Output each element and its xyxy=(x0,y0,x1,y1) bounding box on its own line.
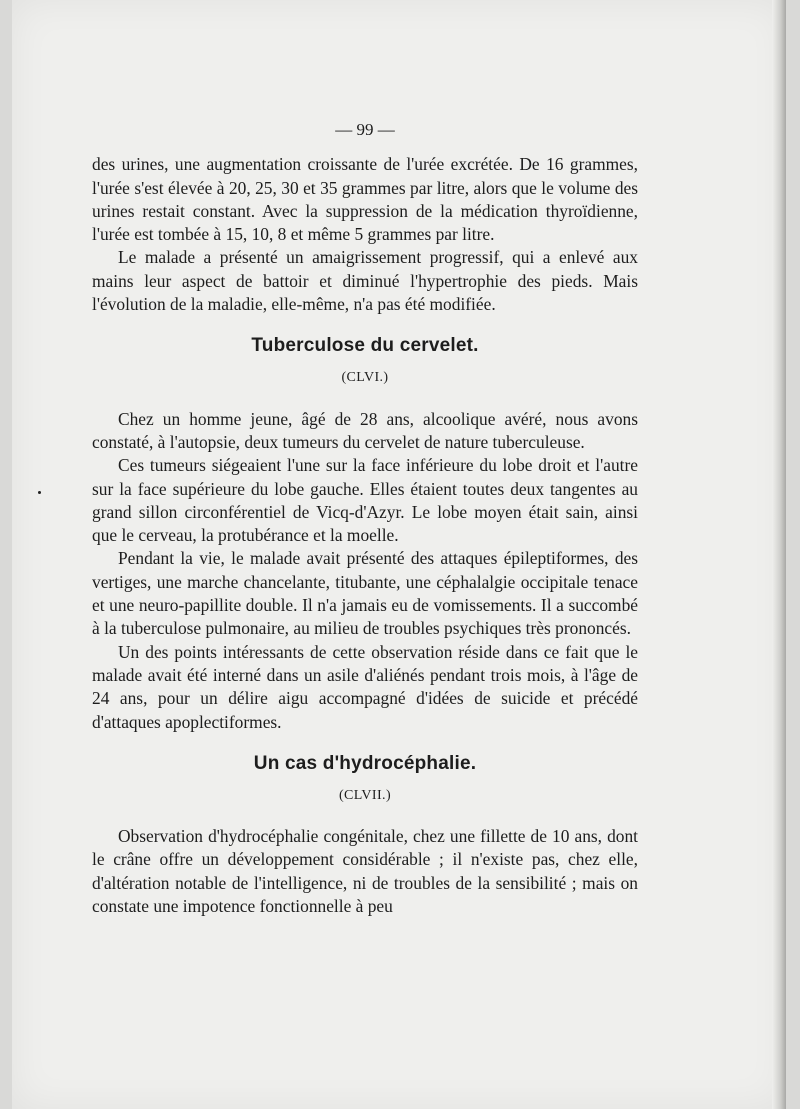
page-number: — 99 — xyxy=(335,120,395,139)
section-1-paragraph-2: Ces tumeurs siégeaient l'une sur la face inférieure du lobe droit et l'autre sur la face supérieure du lobe gauche. Elles étaient toutes deux tangentes au grand sillon circonférentiel de Vicq-d'Azyr. Le lobe moyen était sain, ainsi que le cerveau, la protubérance et la moelle. xyxy=(92,455,638,546)
section-title-tuberculose: Tuberculose du cervelet. xyxy=(251,335,479,357)
scan-speck xyxy=(38,491,41,494)
section-1-paragraph-4: Un des points intéressants de cette observation réside dans ce fait que le malade avait été interné dans un asile d'aliénés pendant trois mois, à l'âge de 24 ans, pour un délire aigu accompagné d'idées de suicide et précédé d'attaques apoplectiformes. xyxy=(92,641,638,732)
section-1-paragraph-1: Chez un homme jeune, âgé de 28 ans, alcoolique avéré, nous avons constaté, à l'autopsie, deux tumeurs du cervelet de nature tuberculeuse. xyxy=(92,408,638,452)
scanned-page xyxy=(12,0,786,1109)
page-content xyxy=(92,118,638,918)
section-title-hydrocephalie: Un cas d'hydrocéphalie. xyxy=(253,752,477,774)
page-edge-shadow xyxy=(772,0,786,1109)
section-1-paragraph-3: Pendant la vie, le malade avait présenté des attaques épileptiformes, des vertiges, une marche chancelante, titubante, une céphalalgie occipitale tenace et une neuro-papillite double. Il n'a jamais eu de vomissements. Il a succombé à la tuberculose pulmonaire, au milieu de troubles psychiques très prononcés. xyxy=(92,548,638,639)
section-code-clvii: (CLVII.) xyxy=(338,787,392,803)
section-2-paragraph-1: Observation d'hydrocéphalie congénitale, chez une fillette de 10 ans, dont le crâne offre un développement considérable ; il n'existe pas, chez elle, d'altération notable de l'intelligence, ni de troubles de la sensibilité ; mais on constate une impotence fonctionnelle à peu xyxy=(92,826,638,917)
section-code-clvi: (CLVI.) xyxy=(341,370,389,386)
intro-paragraph-2: Le malade a présenté un amaigrissement progressif, qui a enlevé aux mains leur aspect de battoir et diminué l'hypertrophie des pieds. Mais l'évolution de la maladie, elle-même, n'a pas été modifiée. xyxy=(92,247,638,315)
intro-paragraph-1: des urines, une augmentation croissante de l'urée excrétée. De 16 grammes, l'urée s'est élevée à 20, 25, 30 et 35 grammes par litre, alors que le volume des urines restait constant. Avec la suppression de la médication thyroïdienne, l'urée est tombée à 15, 10, 8 et même 5 grammes par litre. xyxy=(92,154,638,245)
